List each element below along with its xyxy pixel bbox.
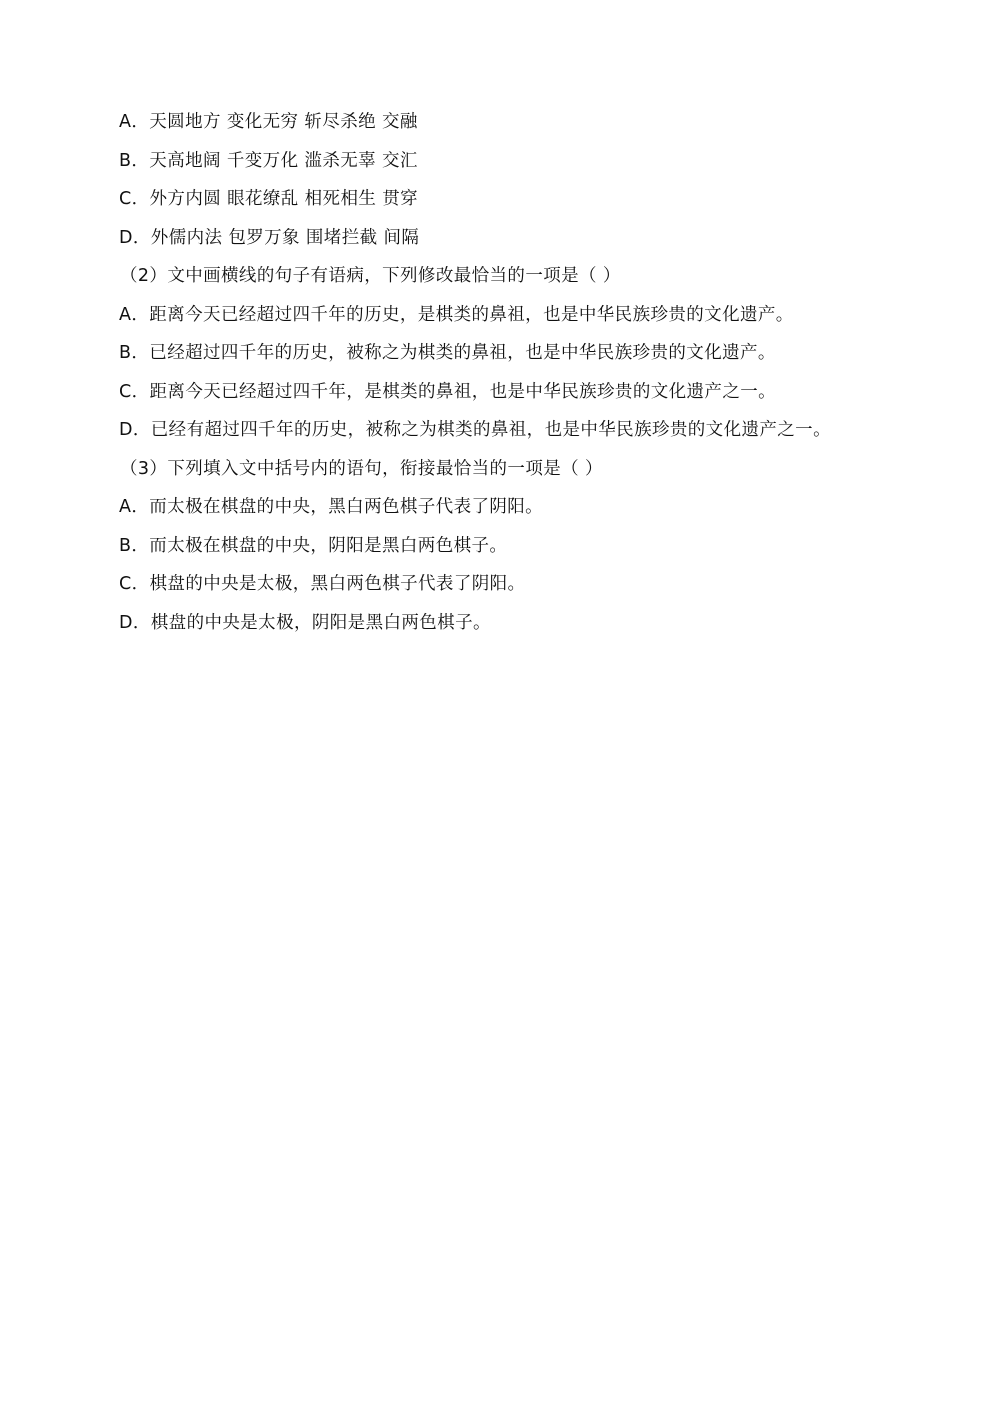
q3-stem: （3）下列填入文中括号内的语句，衔接最恰当的一项是（ ） [120,458,603,479]
q3-option-a: A．而太极在棋盘的中央，黑白两色棋子代表了阴阳。 [119,497,544,517]
question-text-block [0,103,1000,642]
q2-option-c: C．距离今天已经超过四千年，是棋类的鼻祖，也是中华民族珍贵的文化遗产之一。 [119,381,777,402]
q2-option-b: B．已经超过四千年的历史，被称之为棋类的鼻祖，也是中华民族珍贵的文化遗产。 [119,343,776,363]
q2-option-a: A．距离今天已经超过四千年的历史，是棋类的鼻祖，也是中华民族珍贵的文化遗产。 [119,304,794,325]
q3-option-b: B．而太极在棋盘的中央，阴阳是黑白两色棋子。 [119,535,508,556]
q1-option-a: A．天圆地方 变化无穷 斩尽杀绝 交融 [119,112,418,132]
q2-stem: （2）文中画横线的句子有语病，下列修改最恰当的一项是（ ） [120,266,621,286]
q1-option-d: D．外儒内法 包罗万象 围堵拦截 间隔 [119,227,420,248]
q1-option-b: B．天高地阔 千变万化 滥杀无辜 交汇 [119,150,418,171]
q3-option-c: C．棋盘的中央是太极，黑白两色棋子代表了阴阳。 [119,574,526,594]
q3-option-d: D．棋盘的中央是太极，阴阳是黑白两色棋子。 [119,612,491,633]
q2-option-d: D．已经有超过四千年的历史，被称之为棋类的鼻祖，也是中华民族珍贵的文化遗产之一。 [119,420,831,440]
q1-option-c: C．外方内圆 眼花缭乱 相死相生 贯穿 [119,189,419,209]
